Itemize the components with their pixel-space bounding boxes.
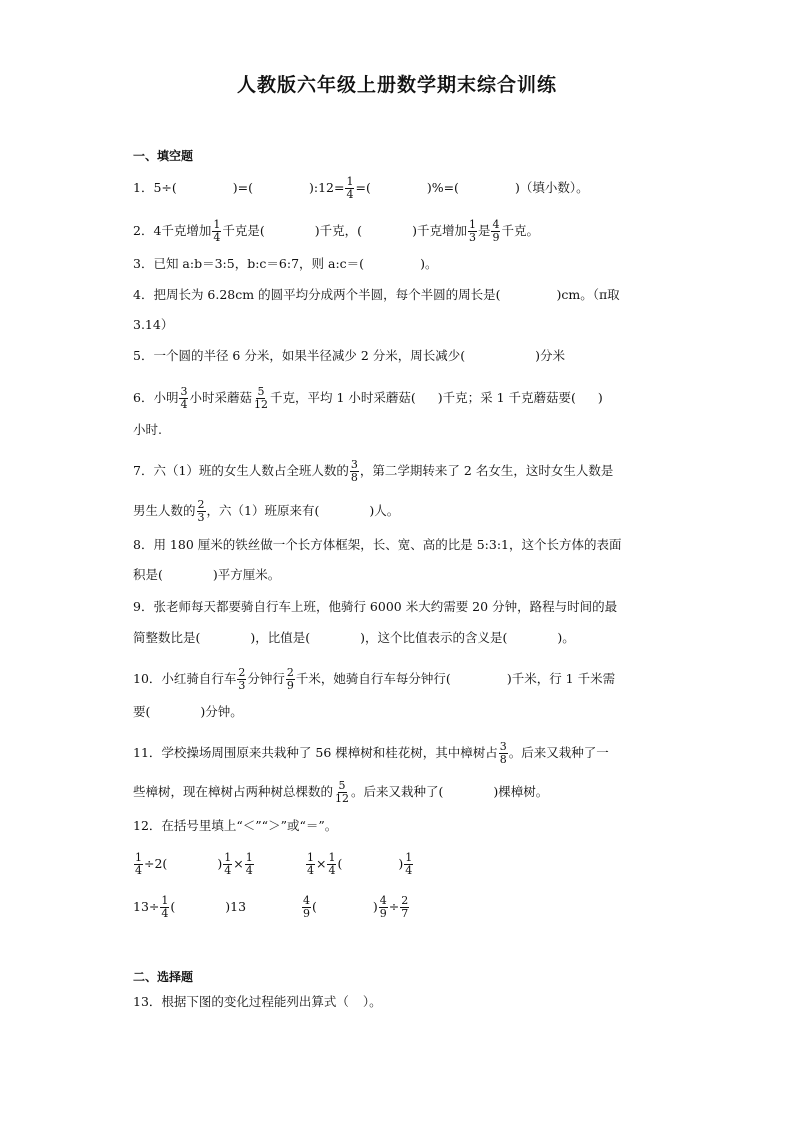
question-5: 5．一个圆的半径 6 分米，如果半径减少 2 分米，周长减少( )分米 — [133, 348, 566, 363]
fraction: $\frac{5}{12}$ — [335, 779, 350, 805]
fraction: $\frac{1}{4}$ — [224, 851, 232, 877]
fraction: $\frac{4}{9}$ — [303, 894, 310, 920]
question-9-continued: 简整数比是( )，比值是( )，这个比值表示的含义是( )。 — [133, 630, 575, 645]
fraction: $\frac{1}{4}$ — [346, 175, 354, 201]
question-8: 8．用 180 厘米的铁丝做一个长方体框架，长、宽、高的比是 5:3:1，这个长方体的表面 — [133, 537, 622, 552]
question-2: 2．4千克增加 $\frac{1}{4}$ 千克是( )千克，( )千克增加 $\frac{1}{3}$ 是 $\frac{4}{9}$ 千克。 — [133, 218, 539, 244]
page-title: 人教版六年级上册数学期末综合训练 — [236, 74, 557, 96]
fraction: $\frac{1}{4}$ — [405, 851, 413, 877]
fraction: $\frac{2}{7}$ — [401, 894, 409, 920]
question-3: 3．已知 a:b＝3:5，b:c＝6:7，则 a:c＝( )。 — [133, 256, 438, 271]
fraction: $\frac{3}{8}$ — [499, 740, 507, 766]
fraction: $\frac{4}{9}$ — [379, 894, 387, 920]
fraction: $\frac{2}{3}$ — [238, 666, 246, 692]
question-6: 6．小明 $\frac{3}{4}$ 小时采蘑菇 $\frac{5}{12}$ 千克，平均 1 小时采蘑菇( )千克；采 1 千克蘑菇要( ) — [133, 385, 603, 411]
section-fill-in-heading: 一、填空题 — [133, 149, 194, 163]
fraction: $\frac{1}{4}$ — [161, 894, 169, 920]
fraction: $\frac{1}{4}$ — [328, 851, 336, 877]
fraction: $\frac{3}{4}$ — [180, 385, 188, 411]
question-9: 9．张老师每天都要骑自行车上班，他骑行 6000 米大约需要 20 分钟，路程与时间的最 — [133, 599, 618, 614]
fraction: $\frac{5}{12}$ — [253, 385, 268, 411]
comparison-3: 13÷ $\frac{1}{4}$ ( )13 — [133, 894, 247, 920]
question-10: 10．小红骑自行车 $\frac{2}{3}$ 分钟行 $\frac{2}{9}$ 千米，她骑自行车每分钟行( )千米，行 1 千米需 — [133, 666, 616, 692]
question-10-continued: 要( )分钟。 — [133, 704, 243, 719]
fraction: $\frac{1}{3}$ — [468, 218, 476, 244]
question-12: 12．在括号里填上“＜”“＞”或“＝”。 — [133, 818, 338, 833]
question-8-continued: 积是( )平方厘米。 — [133, 567, 281, 582]
fraction: $\frac{3}{8}$ — [350, 458, 358, 484]
question-6-continued: 小时. — [133, 422, 162, 437]
question-1: 1．5÷( )=( ):12= $\frac{1}{4}$ =( )%=( )（填小数）。 — [133, 175, 589, 201]
comparison-4: $\frac{4}{9}$ ( ) $\frac{4}{9}$ ÷ $\frac{2}{7}$ — [303, 894, 409, 920]
fraction: $\frac{1}{4}$ — [245, 851, 253, 877]
question-7-continued: 男生人数的 $\frac{2}{3}$ ，六（1）班原来有( )人。 — [133, 498, 400, 524]
section-choice-heading: 二、选择题 — [133, 970, 194, 984]
question-4-continued: 3.14） — [133, 317, 174, 332]
comparison-1: $\frac{1}{4}$ ÷2( ) $\frac{1}{4}$ × $\frac{1}{4}$ — [135, 851, 253, 877]
fraction: $\frac{1}{4}$ — [135, 851, 142, 877]
question-7: 7．六（1）班的女生人数占全班人数的 $\frac{3}{8}$ ，第二学期转来了 2 名女生，这时女生人数是 — [133, 458, 614, 484]
fraction: $\frac{4}{9}$ — [492, 218, 500, 244]
question-13: 13．根据下图的变化过程能列出算式（ ）。 — [133, 994, 382, 1009]
fraction: $\frac{1}{4}$ — [307, 851, 314, 877]
question-11: 11．学校操场周围原来共栽种了 56 棵樟树和桂花树，其中樟树占 $\frac{3}{8}$ 。后来又栽种了一 — [133, 740, 609, 766]
fraction: $\frac{1}{4}$ — [213, 218, 221, 244]
question-11-continued: 些樟树，现在樟树占两种树总棵数的 $\frac{5}{12}$ 。后来又栽种了( )棵樟树。 — [133, 779, 549, 805]
question-4: 4．把周长为 6.28cm 的圆平均分成两个半圆，每个半圆的周长是( )cm。（π取 — [133, 287, 620, 302]
comparison-2: $\frac{1}{4}$ × $\frac{1}{4}$ ( ) $\frac{1}{4}$ — [307, 851, 413, 877]
fraction: $\frac{2}{9}$ — [286, 666, 294, 692]
fraction: $\frac{2}{3}$ — [197, 498, 205, 524]
